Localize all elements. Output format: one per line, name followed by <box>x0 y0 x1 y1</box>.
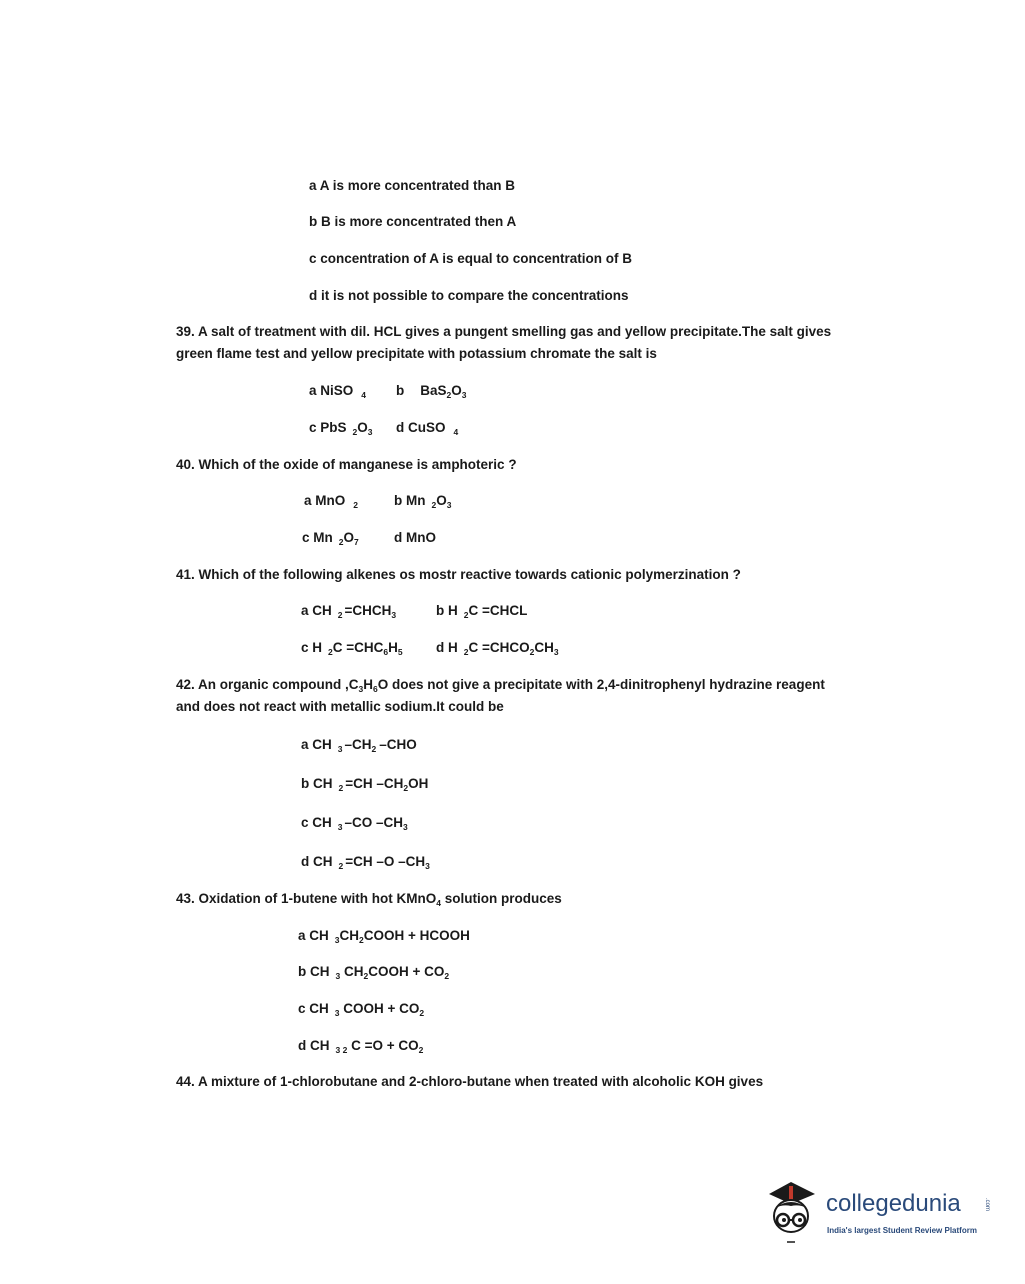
q43-option-c: c CH $_3$ COOH + $CO_2$ <box>298 1001 425 1018</box>
q42-option-d: d CH $_2$ =CH –O $-CH_3$ <box>301 854 430 871</box>
q42-option-c: c CH $_3$ –CO $-CH_3$ <box>301 815 408 832</box>
q40-option-c: c Mn $_2O_7$ <box>302 530 359 547</box>
q39-option-c: c PbS $_2O_3$ <box>309 420 373 437</box>
q43-question: 43. Oxidation of 1-butene with hot KMnO$_4$ solution produces <box>176 891 562 908</box>
brand-suffix: .com <box>984 1198 990 1212</box>
q43-option-a: a CH $_3CH_2COOH$ + HCOOH <box>298 928 470 945</box>
q38-option-b: b B is more concentrated then A <box>309 214 517 229</box>
q38-option-a: a A is more concentrated than B <box>309 178 516 193</box>
q39-option-a: a NiSO $_4$ <box>309 383 366 400</box>
q39-question-line1: 39. A salt of treatment with dil. HCL gives a pungent smelling gas and yellow precipitate.The salt gives <box>176 324 832 339</box>
q42-question-line2: and does not react with metallic sodium.It could be <box>176 699 504 714</box>
q42-option-a: a CH $_3$ $-CH_2$ –CHO <box>301 737 417 754</box>
q40-question: 40. Which of the oxide of manganese is amphoteric ? <box>176 457 517 472</box>
q44-question: 44. A mixture of 1-chlorobutane and 2-chloro-butane when treated with alcoholic KOH gives <box>176 1074 764 1089</box>
q39-option-b: b $BaS_2O_3$ <box>396 383 467 400</box>
q40-option-a: a MnO $_2$ <box>304 493 358 510</box>
q38-option-d: d it is not possible to compare the concentrations <box>309 288 629 303</box>
q41-option-b: b H $_2$C =CHCL <box>436 603 528 620</box>
q43-option-b: b CH $_3$ $CH_2COOH + CO_2$ <box>298 964 450 981</box>
q41-question: 41. Which of the following alkenes os mostr reactive towards cationic polymerzination ? <box>176 567 741 582</box>
q38-option-c: c concentration of A is equal to concentration of B <box>309 251 633 266</box>
q43-option-d: d CH $_{3 2}$ $C =O + CO_2$ <box>298 1038 424 1055</box>
q41-option-c: c H $_2C =CHC_6H_5$ <box>301 640 403 657</box>
q40-option-b: b Mn $_2O_3$ <box>394 493 452 510</box>
q41-option-d: d H $_2C =CHCO_2CH_3$ <box>436 640 559 657</box>
q42-question-line1: 42. An organic compound $,C_3H_6O$ does not give a precipitate with 2,4-dinitrophenyl hydrazine reagent <box>176 677 825 694</box>
q39-question-line2: green flame test and yellow precipitate with potassium chromate the salt is <box>176 346 657 361</box>
q42-option-b: b CH $_2$ =CH $-CH_2OH$ <box>301 776 429 793</box>
brand-tagline: India's largest Student Review Platform <box>827 1226 977 1235</box>
brand-name: collegedunia <box>826 1190 961 1217</box>
q41-option-a: a CH $_2 =CHCH_3$ <box>301 603 397 620</box>
q39-option-d: d CuSO $_4$ <box>396 420 459 437</box>
q40-option-d: d MnO <box>394 530 436 545</box>
